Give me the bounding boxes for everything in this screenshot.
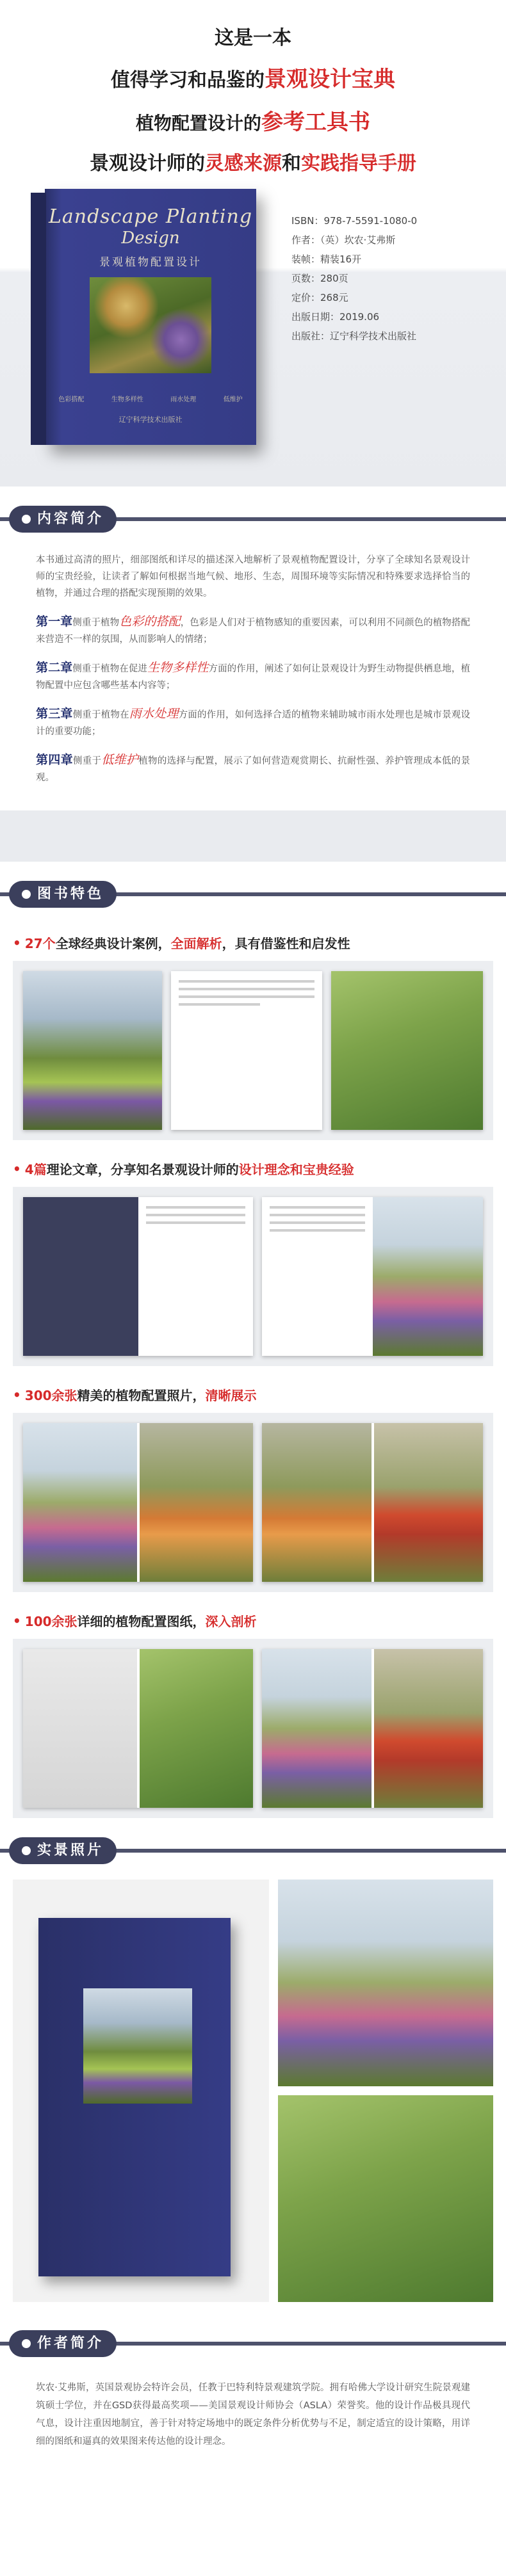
chapter-3: 第三章侧重于植物在雨水处理方面的作用，如何选择合适的植物来辅助城市雨水处理也是城市景观设计的重要功能； (36, 707, 470, 737)
intro-paragraph: 本书通过高清的照片，细部图纸和详尽的描述深入地解析了景观植物配置设计，分享了全球知名景观设计师的宝贵经验，让读者了解如何根据当地气候、地形、生态，周围环境等实际情况和特殊要求选择恰当的植物，并通过合理的搭配实现预期的效果。 (36, 555, 470, 599)
chapter-4: 第四章侧重于低维护植物的选择与配置，展示了如何营造观赏期长、抗耐性强、养护管理成本低的景观。 (36, 753, 470, 783)
book-specs (291, 211, 417, 346)
hero-line-3: 植物配置设计的参考工具书 (135, 109, 370, 135)
feature-2: • 4篇 理论文章，分享知名景观设计师的 设计理念和宝贵经验 (0, 1140, 506, 1366)
spec-binding: 装帧：精装16开 (291, 254, 362, 265)
bullet-icon (22, 1846, 31, 1855)
hero (0, 0, 506, 487)
photo-book-standing (13, 1880, 269, 2302)
real-photos (0, 1871, 506, 2311)
book-spine (31, 193, 46, 445)
divider (0, 810, 506, 862)
book-cover (45, 189, 256, 445)
feature-2-images (13, 1187, 493, 1366)
chapter-1: 第一章侧重于植物色彩的搭配，色彩是人们对于植物感知的重要因素，可以利用不同颜色的植物搭配来营造不一样的氛围，从而影响人的情绪； (36, 615, 470, 645)
bullet-icon (22, 2339, 31, 2348)
section-features-head: 图书特色 (0, 878, 506, 914)
chapter-2: 第二章侧重于植物在促进生物多样性方面的作用，阐述了如何让景观设计为野生动物提供栖息地，植物配置中应包含哪些基本内容等； (36, 661, 470, 691)
book-title-cn: 景观植物配置设计 (99, 256, 202, 269)
author-bio: 坎农·艾弗斯，英国景观协会特许会员，任教于巴特利特景观建筑学院。拥有哈佛大学设计研究生院景观建筑硕士学位，并在GSD获得最高奖项——美国景观设计师协会（ASLA）荣誉奖。他的设计作品极具现代气息，设计注重因地制宜，善于针对特定场地中的既定条件分析优势与不足，制定适宜的设计策略，用详细的图纸和逼真的效果图来传达他的设计理念。 (36, 2383, 470, 2447)
hero-line-4: 景观设计师的灵感来源和实践指导手册 (90, 152, 416, 175)
book-title-en-1: Landscape Planting (48, 205, 253, 228)
feature-4-images (13, 1639, 493, 1818)
section-author-head: 作者简介 (0, 2328, 506, 2363)
book-cover-photo (90, 277, 211, 373)
section-photos-head: 实景照片 (0, 1835, 506, 1871)
bullet-icon (22, 890, 31, 899)
feature-4: • 100余张 详细的植物配置图纸， 深入剖析 (0, 1592, 506, 1818)
feature-1: • 27个 全球经典设计案例， 全面解析 ，具有借鉴性和启发性 (0, 914, 506, 1140)
photo-inside-spread-1 (278, 1880, 493, 2086)
spec-date: 出版日期：2019.06 (291, 311, 380, 323)
feature-3-images (13, 1413, 493, 1592)
intro-body (0, 539, 506, 804)
spec-publisher: 出版社：辽宁科学技术出版社 (291, 330, 417, 342)
spec-price: 定价：268元 (291, 292, 348, 303)
spec-author: 作者：（英）坎农·艾弗斯 (291, 234, 396, 246)
book-publisher: 辽宁科学技术出版社 (118, 415, 183, 424)
spec-pages: 页数：280页 (291, 273, 348, 284)
section-intro-head: 内容简介 (0, 503, 506, 539)
spec-isbn: ISBN：978-7-5591-1080-0 (291, 215, 418, 227)
book-meta: 色彩搭配 生物多样性 雨水处理 低维护 (58, 396, 243, 403)
hero-line-2: 值得学习和品鉴的景观设计宝典 (111, 67, 395, 92)
bullet-icon (22, 515, 31, 524)
feature-3: • 300余张 精美的植物配置照片， 清晰展示 (0, 1366, 506, 1592)
hero-line-1: 这是一本 (215, 27, 291, 49)
feature-1-images (13, 961, 493, 1140)
photo-inside-spread-2 (278, 2095, 493, 2302)
hero-text (0, 0, 506, 175)
book-title-en-2: Design (121, 229, 180, 248)
